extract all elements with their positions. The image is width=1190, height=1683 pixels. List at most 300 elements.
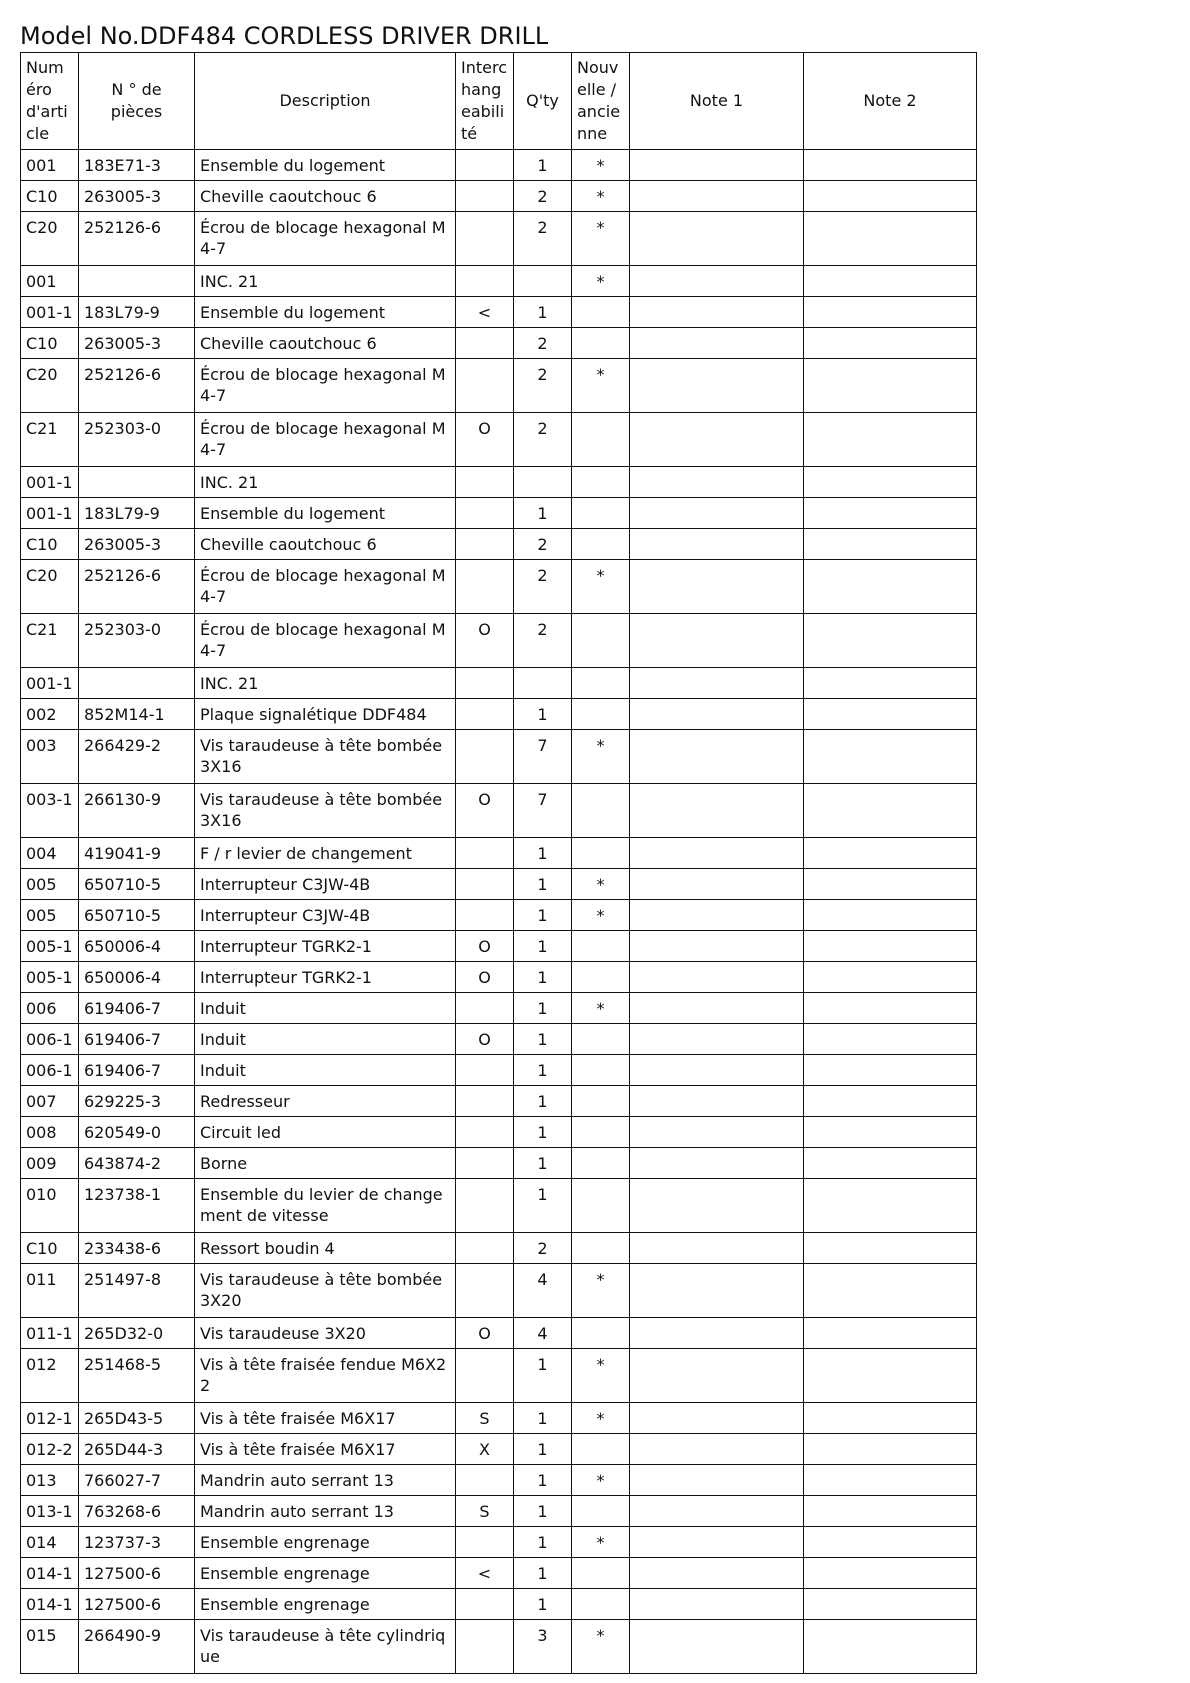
description-cell: INC. 21 bbox=[195, 668, 456, 699]
item-number-cell: 006-1 bbox=[21, 1055, 79, 1086]
part-number-cell: 252126-6 bbox=[79, 359, 195, 413]
description-cell: Circuit led bbox=[195, 1117, 456, 1148]
new-old-cell bbox=[572, 1558, 630, 1589]
table-row bbox=[21, 668, 977, 699]
description-cell: Écrou de blocage hexagonal M4-7 bbox=[195, 212, 456, 266]
description-cell: Interrupteur TGRK2-1 bbox=[195, 962, 456, 993]
new-old-cell bbox=[572, 962, 630, 993]
interchangeability-cell bbox=[456, 1148, 514, 1179]
part-number-cell bbox=[79, 467, 195, 498]
description-cell: Vis taraudeuse à tête bombée 3X16 bbox=[195, 784, 456, 838]
description-cell: Ensemble du logement bbox=[195, 150, 456, 181]
description-cell: Ensemble engrenage bbox=[195, 1527, 456, 1558]
new-old-cell bbox=[572, 614, 630, 668]
new-old-cell bbox=[572, 328, 630, 359]
parts-table-body bbox=[21, 150, 977, 1674]
part-number-cell: 127500-6 bbox=[79, 1558, 195, 1589]
item-number-cell: 006 bbox=[21, 993, 79, 1024]
note-2-cell bbox=[804, 730, 977, 784]
interchangeability-cell: O bbox=[456, 413, 514, 467]
note-2-cell bbox=[804, 266, 977, 297]
interchangeability-cell bbox=[456, 266, 514, 297]
item-number-cell: 001-1 bbox=[21, 467, 79, 498]
note-2-cell bbox=[804, 181, 977, 212]
part-number-cell: 251497-8 bbox=[79, 1264, 195, 1318]
note-1-cell bbox=[630, 1465, 804, 1496]
item-number-cell: 012-1 bbox=[21, 1403, 79, 1434]
part-number-cell: 183L79-9 bbox=[79, 498, 195, 529]
quantity-cell: 1 bbox=[514, 1024, 572, 1055]
quantity-cell: 2 bbox=[514, 181, 572, 212]
item-number-cell: 001 bbox=[21, 266, 79, 297]
part-number-cell: 650710-5 bbox=[79, 869, 195, 900]
part-number-cell: 183L79-9 bbox=[79, 297, 195, 328]
description-cell: Vis taraudeuse à tête bombée 3X16 bbox=[195, 730, 456, 784]
new-old-cell bbox=[572, 1434, 630, 1465]
description-cell: Induit bbox=[195, 1024, 456, 1055]
quantity-cell: 2 bbox=[514, 212, 572, 266]
item-number-cell: 013 bbox=[21, 1465, 79, 1496]
interchangeability-cell: S bbox=[456, 1403, 514, 1434]
description-cell: Ensemble du logement bbox=[195, 297, 456, 328]
description-cell: Redresseur bbox=[195, 1086, 456, 1117]
note-1-cell bbox=[630, 699, 804, 730]
note-2-cell bbox=[804, 328, 977, 359]
note-2-cell bbox=[804, 668, 977, 699]
new-old-cell bbox=[572, 1179, 630, 1233]
quantity-cell: 1 bbox=[514, 498, 572, 529]
item-number-cell: C21 bbox=[21, 614, 79, 668]
note-1-cell bbox=[630, 181, 804, 212]
note-1-cell bbox=[630, 931, 804, 962]
note-1-cell bbox=[630, 1349, 804, 1403]
note-1-cell bbox=[630, 993, 804, 1024]
quantity-cell: 1 bbox=[514, 838, 572, 869]
new-old-cell bbox=[572, 1024, 630, 1055]
note-2-cell bbox=[804, 498, 977, 529]
table-row bbox=[21, 962, 977, 993]
quantity-cell bbox=[514, 467, 572, 498]
header-interchangeability: Interchangeabilité bbox=[456, 53, 514, 150]
interchangeability-cell: O bbox=[456, 962, 514, 993]
quantity-cell: 1 bbox=[514, 962, 572, 993]
note-1-cell bbox=[630, 560, 804, 614]
note-2-cell bbox=[804, 467, 977, 498]
description-cell: Vis à tête fraisée M6X17 bbox=[195, 1434, 456, 1465]
quantity-cell: 1 bbox=[514, 1179, 572, 1233]
new-old-cell bbox=[572, 1233, 630, 1264]
note-1-cell bbox=[630, 529, 804, 560]
new-old-cell: * bbox=[572, 560, 630, 614]
table-row bbox=[21, 266, 977, 297]
table-row bbox=[21, 560, 977, 614]
item-number-cell: 001 bbox=[21, 150, 79, 181]
description-cell: Induit bbox=[195, 1055, 456, 1086]
item-number-cell: 005-1 bbox=[21, 931, 79, 962]
item-number-cell: 015 bbox=[21, 1620, 79, 1674]
new-old-cell: * bbox=[572, 212, 630, 266]
part-number-cell: 263005-3 bbox=[79, 181, 195, 212]
item-number-cell: C20 bbox=[21, 212, 79, 266]
description-cell: Vis taraudeuse à tête cylindrique bbox=[195, 1620, 456, 1674]
item-number-cell: 005-1 bbox=[21, 962, 79, 993]
table-row bbox=[21, 413, 977, 467]
quantity-cell: 2 bbox=[514, 1233, 572, 1264]
new-old-cell: * bbox=[572, 1527, 630, 1558]
new-old-cell: * bbox=[572, 993, 630, 1024]
interchangeability-cell bbox=[456, 467, 514, 498]
note-2-cell bbox=[804, 931, 977, 962]
description-cell: Mandrin auto serrant 13 bbox=[195, 1465, 456, 1496]
note-1-cell bbox=[630, 962, 804, 993]
interchangeability-cell bbox=[456, 181, 514, 212]
interchangeability-cell bbox=[456, 1086, 514, 1117]
interchangeability-cell: O bbox=[456, 1024, 514, 1055]
quantity-cell: 1 bbox=[514, 1465, 572, 1496]
interchangeability-cell bbox=[456, 560, 514, 614]
note-2-cell bbox=[804, 1117, 977, 1148]
part-number-cell: 252303-0 bbox=[79, 413, 195, 467]
table-row bbox=[21, 730, 977, 784]
interchangeability-cell bbox=[456, 1527, 514, 1558]
item-number-cell: 001-1 bbox=[21, 297, 79, 328]
table-row bbox=[21, 699, 977, 730]
note-2-cell bbox=[804, 1349, 977, 1403]
part-number-cell: 619406-7 bbox=[79, 993, 195, 1024]
item-number-cell: 013-1 bbox=[21, 1496, 79, 1527]
new-old-cell: * bbox=[572, 1620, 630, 1674]
note-2-cell bbox=[804, 1620, 977, 1674]
part-number-cell: 123738-1 bbox=[79, 1179, 195, 1233]
note-2-cell bbox=[804, 993, 977, 1024]
table-row bbox=[21, 1496, 977, 1527]
interchangeability-cell: O bbox=[456, 931, 514, 962]
note-2-cell bbox=[804, 1558, 977, 1589]
part-number-cell: 265D44-3 bbox=[79, 1434, 195, 1465]
quantity-cell: 2 bbox=[514, 359, 572, 413]
interchangeability-cell: O bbox=[456, 614, 514, 668]
new-old-cell bbox=[572, 1086, 630, 1117]
quantity-cell: 1 bbox=[514, 1349, 572, 1403]
quantity-cell: 2 bbox=[514, 614, 572, 668]
new-old-cell bbox=[572, 467, 630, 498]
description-cell: Plaque signalétique DDF484 bbox=[195, 699, 456, 730]
item-number-cell: 009 bbox=[21, 1148, 79, 1179]
description-cell: Cheville caoutchouc 6 bbox=[195, 328, 456, 359]
description-cell: Vis à tête fraisée fendue M6X22 bbox=[195, 1349, 456, 1403]
interchangeability-cell: O bbox=[456, 784, 514, 838]
interchangeability-cell bbox=[456, 359, 514, 413]
table-row bbox=[21, 1403, 977, 1434]
note-2-cell bbox=[804, 1148, 977, 1179]
description-cell: Vis taraudeuse à tête bombée 3X20 bbox=[195, 1264, 456, 1318]
item-number-cell: 011-1 bbox=[21, 1318, 79, 1349]
item-number-cell: C10 bbox=[21, 1233, 79, 1264]
note-2-cell bbox=[804, 1496, 977, 1527]
note-1-cell bbox=[630, 1264, 804, 1318]
description-cell: Écrou de blocage hexagonal M4-7 bbox=[195, 614, 456, 668]
parts-table bbox=[20, 52, 977, 1674]
note-1-cell bbox=[630, 297, 804, 328]
table-row bbox=[21, 212, 977, 266]
quantity-cell: 4 bbox=[514, 1264, 572, 1318]
description-cell: Ensemble du levier de changement de vitesse bbox=[195, 1179, 456, 1233]
table-row bbox=[21, 467, 977, 498]
interchangeability-cell bbox=[456, 668, 514, 699]
header-note-2: Note 2 bbox=[804, 53, 977, 150]
new-old-cell bbox=[572, 784, 630, 838]
part-number-cell: 650710-5 bbox=[79, 900, 195, 931]
note-2-cell bbox=[804, 413, 977, 467]
header-new-old: Nouvelle / ancienne bbox=[572, 53, 630, 150]
note-2-cell bbox=[804, 1465, 977, 1496]
new-old-cell bbox=[572, 529, 630, 560]
note-2-cell bbox=[804, 359, 977, 413]
part-number-cell: 266429-2 bbox=[79, 730, 195, 784]
note-1-cell bbox=[630, 784, 804, 838]
note-2-cell bbox=[804, 784, 977, 838]
note-2-cell bbox=[804, 1264, 977, 1318]
note-1-cell bbox=[630, 1024, 804, 1055]
description-cell: Ensemble engrenage bbox=[195, 1558, 456, 1589]
interchangeability-cell bbox=[456, 1264, 514, 1318]
quantity-cell: 1 bbox=[514, 1558, 572, 1589]
table-row bbox=[21, 1318, 977, 1349]
note-2-cell bbox=[804, 1589, 977, 1620]
description-cell: Cheville caoutchouc 6 bbox=[195, 529, 456, 560]
item-number-cell: C10 bbox=[21, 328, 79, 359]
note-2-cell bbox=[804, 529, 977, 560]
quantity-cell: 2 bbox=[514, 529, 572, 560]
part-number-cell bbox=[79, 668, 195, 699]
interchangeability-cell bbox=[456, 869, 514, 900]
new-old-cell bbox=[572, 668, 630, 699]
description-cell: Interrupteur C3JW-4B bbox=[195, 900, 456, 931]
part-number-cell: 619406-7 bbox=[79, 1024, 195, 1055]
new-old-cell bbox=[572, 498, 630, 529]
table-row bbox=[21, 614, 977, 668]
item-number-cell: C10 bbox=[21, 529, 79, 560]
new-old-cell bbox=[572, 838, 630, 869]
quantity-cell: 7 bbox=[514, 784, 572, 838]
description-cell: Ressort boudin 4 bbox=[195, 1233, 456, 1264]
description-cell: INC. 21 bbox=[195, 467, 456, 498]
note-1-cell bbox=[630, 413, 804, 467]
new-old-cell bbox=[572, 297, 630, 328]
note-1-cell bbox=[630, 1620, 804, 1674]
new-old-cell: * bbox=[572, 1403, 630, 1434]
note-1-cell bbox=[630, 1403, 804, 1434]
new-old-cell: * bbox=[572, 359, 630, 413]
table-row bbox=[21, 328, 977, 359]
part-number-cell: 629225-3 bbox=[79, 1086, 195, 1117]
header-quantity: Q'ty bbox=[514, 53, 572, 150]
quantity-cell: 1 bbox=[514, 1403, 572, 1434]
quantity-cell: 1 bbox=[514, 1589, 572, 1620]
interchangeability-cell bbox=[456, 1620, 514, 1674]
new-old-cell: * bbox=[572, 730, 630, 784]
description-cell: Écrou de blocage hexagonal M4-7 bbox=[195, 359, 456, 413]
interchangeability-cell bbox=[456, 529, 514, 560]
part-number-cell: 419041-9 bbox=[79, 838, 195, 869]
part-number-cell bbox=[79, 266, 195, 297]
interchangeability-cell bbox=[456, 1117, 514, 1148]
table-row bbox=[21, 1117, 977, 1148]
description-cell: F / r levier de changement bbox=[195, 838, 456, 869]
interchangeability-cell bbox=[456, 498, 514, 529]
new-old-cell: * bbox=[572, 1349, 630, 1403]
note-2-cell bbox=[804, 1086, 977, 1117]
table-row bbox=[21, 1558, 977, 1589]
quantity-cell: 2 bbox=[514, 413, 572, 467]
note-2-cell bbox=[804, 1318, 977, 1349]
note-2-cell bbox=[804, 838, 977, 869]
note-2-cell bbox=[804, 150, 977, 181]
part-number-cell: 266130-9 bbox=[79, 784, 195, 838]
quantity-cell bbox=[514, 266, 572, 297]
item-number-cell: C10 bbox=[21, 181, 79, 212]
description-cell: Mandrin auto serrant 13 bbox=[195, 1496, 456, 1527]
item-number-cell: 004 bbox=[21, 838, 79, 869]
table-row bbox=[21, 1233, 977, 1264]
interchangeability-cell bbox=[456, 730, 514, 784]
note-1-cell bbox=[630, 498, 804, 529]
description-cell: Vis taraudeuse 3X20 bbox=[195, 1318, 456, 1349]
part-number-cell: 127500-6 bbox=[79, 1589, 195, 1620]
note-1-cell bbox=[630, 150, 804, 181]
table-row bbox=[21, 1465, 977, 1496]
interchangeability-cell bbox=[456, 1179, 514, 1233]
table-row bbox=[21, 1086, 977, 1117]
part-number-cell: 251468-5 bbox=[79, 1349, 195, 1403]
new-old-cell: * bbox=[572, 181, 630, 212]
description-cell: Vis à tête fraisée M6X17 bbox=[195, 1403, 456, 1434]
description-cell: Ensemble engrenage bbox=[195, 1589, 456, 1620]
note-1-cell bbox=[630, 1055, 804, 1086]
part-number-cell: 620549-0 bbox=[79, 1117, 195, 1148]
note-2-cell bbox=[804, 962, 977, 993]
new-old-cell bbox=[572, 1055, 630, 1086]
interchangeability-cell bbox=[456, 1055, 514, 1086]
new-old-cell bbox=[572, 1117, 630, 1148]
note-2-cell bbox=[804, 869, 977, 900]
description-cell: Interrupteur C3JW-4B bbox=[195, 869, 456, 900]
item-number-cell: 014-1 bbox=[21, 1589, 79, 1620]
note-1-cell bbox=[630, 1589, 804, 1620]
quantity-cell: 1 bbox=[514, 150, 572, 181]
interchangeability-cell bbox=[456, 212, 514, 266]
note-1-cell bbox=[630, 1148, 804, 1179]
part-number-cell: 643874-2 bbox=[79, 1148, 195, 1179]
part-number-cell: 263005-3 bbox=[79, 529, 195, 560]
header-description: Description bbox=[195, 53, 456, 150]
quantity-cell: 1 bbox=[514, 1434, 572, 1465]
description-cell: INC. 21 bbox=[195, 266, 456, 297]
new-old-cell bbox=[572, 1496, 630, 1527]
description-cell: Ensemble du logement bbox=[195, 498, 456, 529]
note-1-cell bbox=[630, 1179, 804, 1233]
item-number-cell: 012-2 bbox=[21, 1434, 79, 1465]
part-number-cell: 852M14-1 bbox=[79, 699, 195, 730]
interchangeability-cell bbox=[456, 699, 514, 730]
quantity-cell: 1 bbox=[514, 1086, 572, 1117]
note-2-cell bbox=[804, 1055, 977, 1086]
part-number-cell: 265D32-0 bbox=[79, 1318, 195, 1349]
item-number-cell: C21 bbox=[21, 413, 79, 467]
part-number-cell: 266490-9 bbox=[79, 1620, 195, 1674]
quantity-cell: 3 bbox=[514, 1620, 572, 1674]
header-row bbox=[21, 53, 977, 150]
header-note-1: Note 1 bbox=[630, 53, 804, 150]
note-1-cell bbox=[630, 668, 804, 699]
new-old-cell: * bbox=[572, 266, 630, 297]
new-old-cell bbox=[572, 1148, 630, 1179]
note-1-cell bbox=[630, 467, 804, 498]
part-number-cell: 650006-4 bbox=[79, 931, 195, 962]
table-row bbox=[21, 1620, 977, 1674]
interchangeability-cell bbox=[456, 150, 514, 181]
note-1-cell bbox=[630, 266, 804, 297]
interchangeability-cell: O bbox=[456, 1318, 514, 1349]
item-number-cell: 010 bbox=[21, 1179, 79, 1233]
quantity-cell: 2 bbox=[514, 328, 572, 359]
table-row bbox=[21, 1148, 977, 1179]
table-row bbox=[21, 1349, 977, 1403]
interchangeability-cell bbox=[456, 900, 514, 931]
quantity-cell: 1 bbox=[514, 1527, 572, 1558]
item-number-cell: 002 bbox=[21, 699, 79, 730]
interchangeability-cell: < bbox=[456, 1558, 514, 1589]
interchangeability-cell: X bbox=[456, 1434, 514, 1465]
note-1-cell bbox=[630, 900, 804, 931]
new-old-cell bbox=[572, 413, 630, 467]
quantity-cell: 4 bbox=[514, 1318, 572, 1349]
header-item-number: Numéro d'article bbox=[21, 53, 79, 150]
description-cell: Borne bbox=[195, 1148, 456, 1179]
note-1-cell bbox=[630, 1527, 804, 1558]
interchangeability-cell bbox=[456, 838, 514, 869]
quantity-cell: 1 bbox=[514, 699, 572, 730]
quantity-cell: 1 bbox=[514, 993, 572, 1024]
table-row bbox=[21, 359, 977, 413]
note-2-cell bbox=[804, 614, 977, 668]
quantity-cell: 1 bbox=[514, 1055, 572, 1086]
note-2-cell bbox=[804, 900, 977, 931]
description-cell: Cheville caoutchouc 6 bbox=[195, 181, 456, 212]
note-2-cell bbox=[804, 297, 977, 328]
part-number-cell: 650006-4 bbox=[79, 962, 195, 993]
description-cell: Écrou de blocage hexagonal M4-7 bbox=[195, 560, 456, 614]
table-row bbox=[21, 931, 977, 962]
note-1-cell bbox=[630, 730, 804, 784]
item-number-cell: 003 bbox=[21, 730, 79, 784]
item-number-cell: 014 bbox=[21, 1527, 79, 1558]
new-old-cell bbox=[572, 1318, 630, 1349]
interchangeability-cell bbox=[456, 1465, 514, 1496]
note-2-cell bbox=[804, 1434, 977, 1465]
part-number-cell: 183E71-3 bbox=[79, 150, 195, 181]
note-1-cell bbox=[630, 1318, 804, 1349]
item-number-cell: 012 bbox=[21, 1349, 79, 1403]
interchangeability-cell bbox=[456, 993, 514, 1024]
note-1-cell bbox=[630, 1496, 804, 1527]
quantity-cell bbox=[514, 668, 572, 699]
note-1-cell bbox=[630, 212, 804, 266]
table-row bbox=[21, 784, 977, 838]
note-1-cell bbox=[630, 1086, 804, 1117]
new-old-cell bbox=[572, 1589, 630, 1620]
table-row bbox=[21, 1179, 977, 1233]
